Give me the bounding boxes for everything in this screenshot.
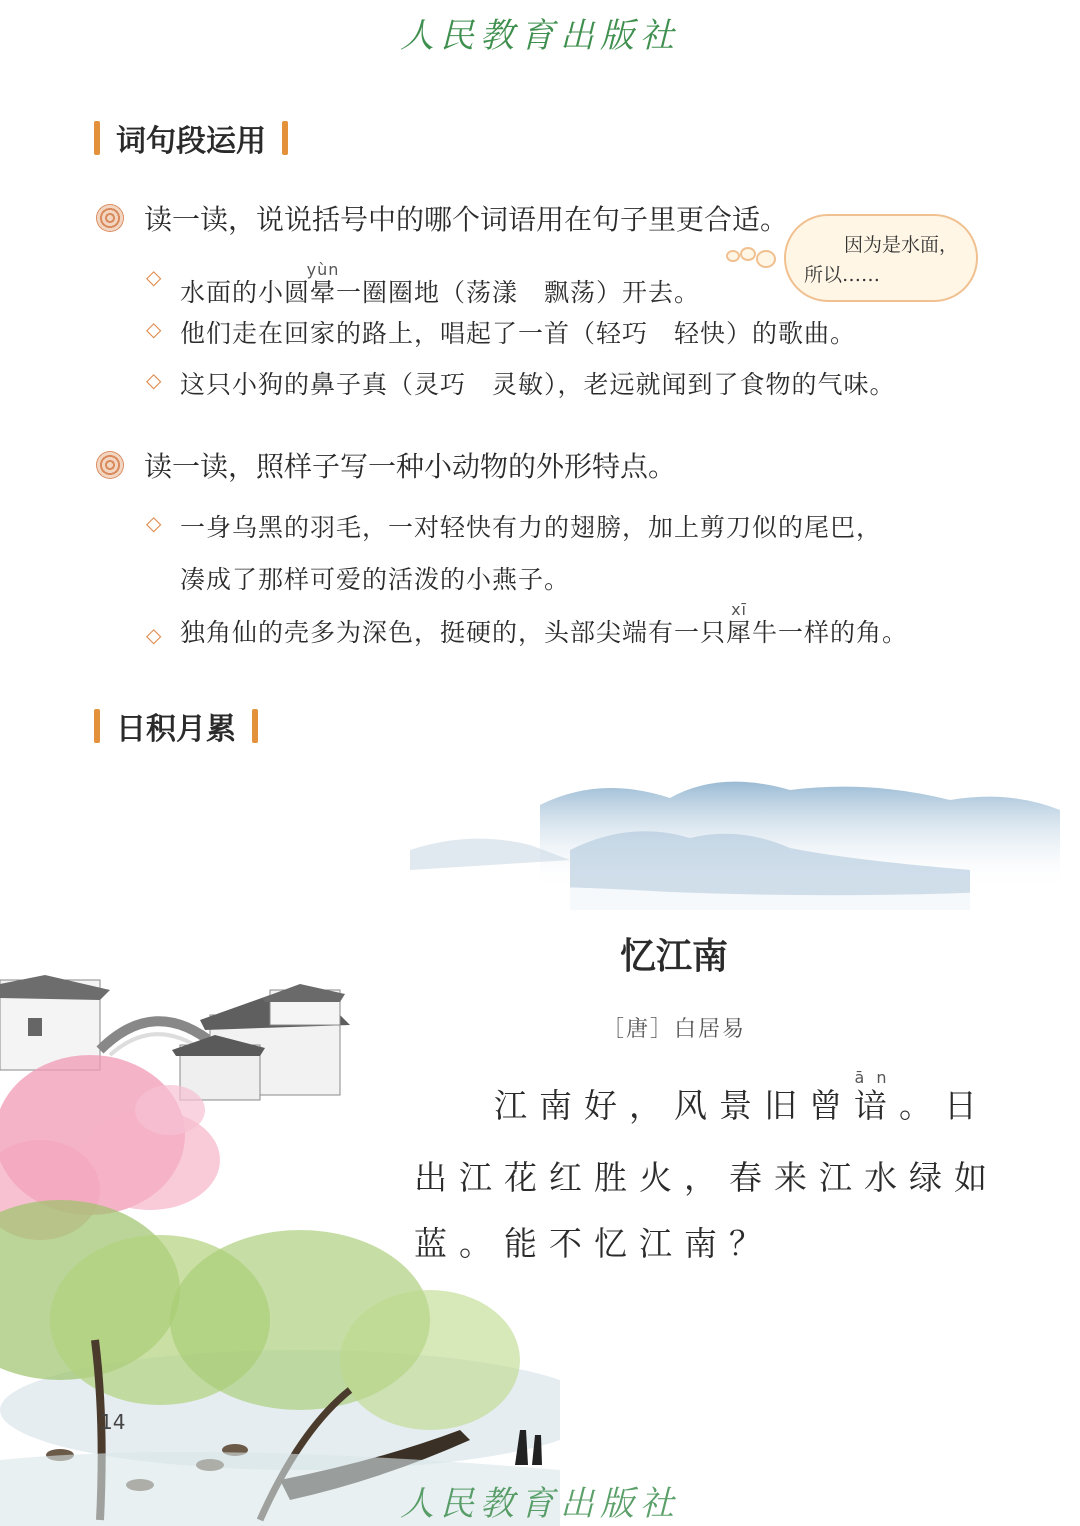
question-2-prompt: 读一读，照样子写一种小动物的外形特点。: [144, 450, 677, 483]
item-text: 他们走在回家的路上，唱起了一首（轻巧 轻快）的歌曲。: [180, 319, 857, 348]
item-text-post: 一圈圈地（荡漾 飘荡）开去。: [336, 278, 701, 307]
item-text-pre: 水面的小圆: [180, 278, 311, 307]
bubble-dot-icon: [740, 247, 756, 261]
mountain-illustration: [270, 760, 1070, 940]
publisher-logo-bottom: 人民教育出版社: [400, 1484, 680, 1524]
poem-line-1-pre: 江南好，风景旧曾: [494, 1086, 854, 1125]
item-text-post: 牛一样的角。: [752, 618, 909, 647]
poem-title: 忆江南: [620, 935, 729, 977]
item-text-pre: 独角仙的壳多为深色，挺硬的，头部尖端有一只: [180, 618, 727, 647]
item-text: [180, 262, 700, 309]
section-heading-usage: [94, 116, 288, 160]
thought-bubble: [784, 214, 978, 302]
publisher-logo-top: 人民教育出版社: [400, 16, 680, 56]
ruby-yun: [306, 260, 340, 307]
list-item: [146, 262, 700, 309]
diamond-bullet-icon: ◇: [146, 623, 163, 647]
diamond-bullet-icon: ◇: [146, 317, 163, 341]
poem-line-3: 蓝。能不忆江南？: [414, 1224, 774, 1263]
section-title: 日积月累: [116, 712, 236, 747]
pinyin: ān: [854, 1068, 899, 1087]
item-continuation: 凑成了那样可爱的活泼的小燕子。: [180, 565, 571, 594]
poem-line-1-post: 。日: [899, 1086, 989, 1125]
bubble-dot-icon: [756, 250, 776, 268]
item-text: 这只小狗的鼻子真（灵巧 灵敏），老远就闻到了食物的气味。: [180, 370, 896, 399]
heading-bar-right: [252, 709, 258, 743]
question-1: [96, 198, 788, 238]
pinyin: yùn: [306, 260, 340, 279]
list-item: [146, 314, 856, 350]
heading-bar-right: [282, 121, 288, 155]
bubble-line-2: 所以……: [804, 264, 881, 286]
diamond-bullet-icon: ◇: [146, 368, 163, 392]
section-title: 词句段运用: [116, 124, 266, 159]
list-item: [146, 508, 882, 544]
bubble-dot-icon: [726, 250, 740, 262]
heading-bar-left: [94, 121, 100, 155]
poem-author: ［唐］白居易: [602, 1017, 747, 1042]
ruby-xi: [726, 600, 753, 647]
ruby-an: [854, 1068, 899, 1125]
spiral-icon: [96, 204, 124, 232]
poem-line-2: 出江花红胜火，春来江水绿如: [414, 1158, 999, 1197]
item-text: [180, 602, 908, 649]
diamond-bullet-icon: ◇: [146, 265, 163, 289]
section-heading-accumulation: [94, 704, 258, 748]
bubble-line-1: 因为是水面，: [843, 234, 958, 256]
ruby-char: 犀: [726, 618, 753, 647]
question-1-prompt: 读一读，说说括号中的哪个词语用在句子里更合适。: [144, 203, 789, 236]
list-item: [146, 365, 896, 401]
spiral-icon: [96, 451, 124, 479]
item-text: 一身乌黑的羽毛，一对轻快有力的翅膀，加上剪刀似的尾巴，: [180, 513, 883, 542]
page-number: 14: [100, 1410, 126, 1434]
list-item: [146, 602, 908, 649]
poem-line-1: [494, 1070, 989, 1127]
diamond-bullet-icon: ◇: [146, 511, 163, 535]
pinyin: xī: [726, 600, 753, 619]
question-2: [96, 445, 676, 485]
heading-bar-left: [94, 709, 100, 743]
ruby-char: 谙: [854, 1086, 899, 1125]
ruby-char: 晕: [306, 278, 340, 307]
